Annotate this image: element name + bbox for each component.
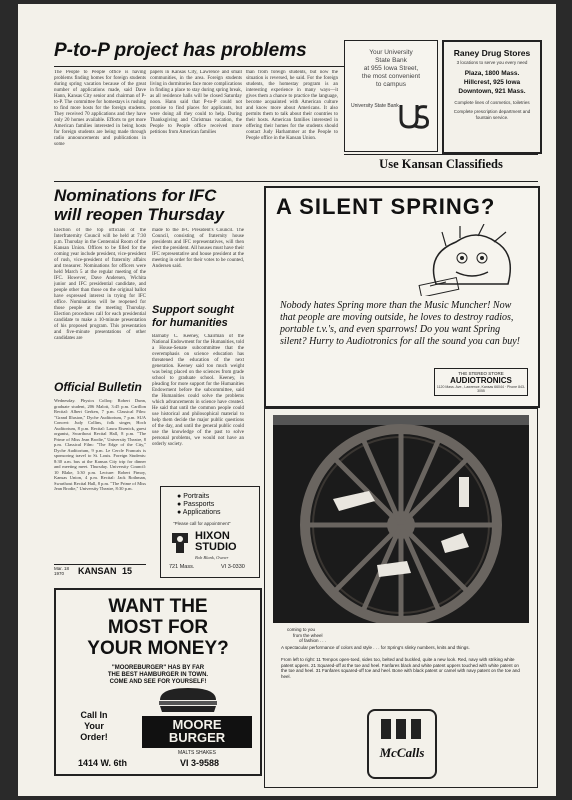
hixon-item-3: Applications: [182, 509, 221, 516]
moore-head-1: WANT THE: [108, 596, 208, 617]
classifieds-banner: Use Kansan Classifieds: [379, 157, 503, 171]
divider: [344, 154, 538, 155]
moore-logo: [142, 716, 252, 748]
folio-date-1: Mar. 18: [54, 566, 70, 571]
mccalls-line-3: of fashion . . .: [299, 638, 327, 643]
hixon-item-2: Passports: [183, 501, 215, 508]
ptop-column-3: than from foreign students, but now the situation is reversed, he said. For the foreign students, the homestay program is an interesting experience in many ways—it gives them a chance to practice the language, become acquainted with American culture and know more about Americans. It also permits them to talk about their countries to their hosts. American families interested in offering their homes for the students should contact Judy Harhammer at the People to People office in the Kansan Union.: [246, 70, 338, 141]
mccalls-ad: [264, 408, 538, 788]
mccalls-logo: [367, 709, 437, 779]
mccalls-text-2: From left to right: 11 Tempos open-toed, sides too, belted and buckled, quite a new look. Red, navy with striking white patent uppers. 21 Squared-off at the toe and heel. Fanfares black and white patent uppers touched with white patent on the toe and heel. 31 Fanfares squared-off toe and heel. Bone with black patent or camel with navy patent on the toe and heel.: [281, 657, 520, 679]
raney-note-1: Complete lines of cosmetics, toiletries: [454, 100, 530, 105]
moore-phone: VI 3-9588: [180, 758, 220, 768]
camera-icon: [169, 531, 191, 555]
humanities-headline: [152, 304, 252, 330]
hixon-note: "Please call for appointment": [173, 521, 231, 526]
moore-head-3: YOUR MONEY?: [87, 638, 229, 659]
divider: [54, 66, 348, 67]
hixon-item-1: Portraits: [183, 493, 210, 500]
silent-spring-ad: [264, 186, 540, 408]
moore-call-3: Order!: [80, 732, 108, 742]
folio-page: 15: [122, 566, 133, 576]
raney-note-2: Complete prescription department and fountain service.: [453, 109, 531, 120]
bank-line-3: at 955 Iowa Street,: [363, 65, 419, 72]
hixon-name-1: HIXON: [195, 530, 230, 542]
moore-address: 1414 W. 6th: [78, 758, 128, 768]
raney-subtitle: 3 locations to serve you every need: [456, 60, 528, 65]
audiotronics-line-1: THE STEREO STORE: [458, 371, 504, 376]
wheel-photo: [273, 415, 529, 623]
hixon-name-2: STUDIO: [195, 541, 237, 553]
moore-name-1: MOORE: [172, 717, 222, 732]
bank-ad: [344, 40, 438, 152]
raney-location-3: Downtown, 921 Mass.: [458, 88, 526, 95]
audiotronics-line-2: AUDIOTRONICS: [450, 376, 512, 385]
bank-line-4: the most convenient: [361, 73, 421, 80]
mccalls-line-1: coming to you: [287, 627, 316, 632]
bank-line-1: Your University: [369, 49, 413, 56]
humanities-text: Barnaby C. Keeney, Chairman of the National Endowment for the Humanities, told a House-Senate subcommittee that the overemphasis on science education has threatened the education of the next generation. Keeney said too much weight was being placed on the sciences from grade school to graduate school. Keeney, in pleading for more support for the Humanities Endowment before the subcommittee, said the Humanities could solve the problems which advancements in science have created. He said that until the common people could use historical and philosophical material to help them decide the major public questions of the day, and until the general public could use the knowledge of the past to solve personal problems, we would not have an orderly society.: [152, 334, 244, 447]
hixon-address: 721 Mass.: [169, 564, 195, 570]
bank-name: University State Bank: [351, 103, 399, 109]
ifc-column-1: Election of the top officials of the Interfraternity Council will be held at 7:30 p.m. Thursday in the Centennial Room of the Kansan Union. Offices to be filled for the coming year include president, vice-president of rush, vice-president of fraternity affairs and treasurer. Nominations for officers were held March 5 at the regular meeting of the IFC. However, Dave Andersen, Wichita junior and IFC presidential candidate, and people other than those on the original ballot have expressed interest in trying for IFC office. Nominations will be reopened for those people at the meeting Thursday. Election procedures call for each presidential candidate to make a 10-minute presentation of his proposed program. This presentation and five-minute presentations of other candidates are: [54, 228, 146, 341]
folio: [54, 566, 146, 580]
ifc-headline: [54, 186, 274, 224]
mccalls-name: McCalls: [379, 745, 425, 760]
bulletin-text: Wednesday. Physics Colloq: Robert Dunn, graduate student, 206 Malott, 3:45 p.m. Carillon Recital: Albert Gerken, 7 p.m. Classical Film: "Grand Illusion," Dyche Auditorium, 7 p.m. SUA Concert: Judy Collins, folk singer, Hoch Auditorium, 8 p.m. Recital: Laura Eisenick, guest organist, Swarthout Recital Hall, 8 p.m. "The Prime of Miss Jean Brodie," University Theatre, 8 p.m. Classical Film: "The Edge of the City," Dyche Auditorium, 9 p.m. Le Cercle Francais is sponsoring travel to St. Louis. Foreign Students: 8:30 a.m. bus at the Kansas City trip for dinner and meeting meet. Thursday. University Council: 10 Blake, 3:30 p.m. Lecture: Robert Fimoy, Kansas Union, 4 p.m. Recital: Jack Rothman, Swarthout Recital Hall, 8 p.m. "The Prime of Miss Jean Brodie," University Theatre, 8:30 p.m.: [54, 398, 146, 491]
ptop-headline: P-to-P project has problems: [54, 40, 307, 61]
raney-location-1: Plaza, 1800 Mass.: [464, 70, 520, 77]
audiotronics-line-3: 1120 Mass. Ave., Lawrence, Kansas 66044 · Phone 843-3055: [436, 385, 526, 393]
audiotronics-logo: [434, 368, 528, 396]
hixon-phone: VI 3-0330: [221, 564, 245, 570]
bank-monogram-icon: [397, 101, 431, 131]
newspaper-page: [18, 4, 556, 796]
wagon-wheel-icon: [273, 415, 529, 623]
ifc-headline-line-2: will reopen Thursday: [54, 205, 225, 224]
divider: [54, 181, 538, 182]
ifc-column-2: made to the IFC President's Council. The Council, consisting of fraternity house presidents and IFC representatives, will then elect the president. All houses must have their IFC representative and house president at the meeting in order for their votes to be counted, Andersen said.: [152, 228, 244, 269]
mccalls-text-1: A spectacular performance of colors and style . . . for Spring's slinky numbers, knits and things.: [281, 645, 470, 650]
silent-spring-script: Nobody hates Spring more than the Music Muncher! Now that people are moving outside, he loves to destroy radios, portable t.v.'s, and even sparrows! Do you want Spring silent? Hurry to Audiotronics for all the sound you can buy!: [280, 300, 520, 347]
silent-spring-title: A SILENT SPRING?: [276, 194, 496, 219]
moore-call-1: Call In: [80, 710, 108, 720]
raney-drug-ad: [442, 40, 542, 154]
humanities-headline-line-1: Support sought: [152, 304, 234, 316]
moore-call-2: Your: [84, 721, 104, 731]
raney-title: Raney Drug Stores: [453, 48, 531, 58]
hixon-studio-ad: ● Portraits ● Passports ● Applications "Please call for appointment" HIXON STUDIO Bob Blank, Owner 721 Mass. VI 3-0330: [160, 486, 260, 578]
ptop-column-1: The People to People office is having problems finding homes for foreign students during spring vacation because of the great number of applications made, said Dave Hann, Kansas City senior and chairman of P-to-P. The committee for homestays is rushing to find more hosts for the foreign students. They received 70 applications and they have only 20 homes available. Efforts to get more American families interested in being hosts for foreign students are being made through radio announcements and publications in some: [54, 70, 146, 147]
burger-icon: [156, 686, 220, 714]
bulletin-title: Official Bulletin: [54, 380, 142, 394]
shoe-logo-icon: [379, 717, 423, 741]
folio-paper: KANSAN: [78, 566, 117, 576]
humanities-headline-line-2: for humanities: [152, 317, 228, 329]
ifc-headline-line-1: Nominations for IFC: [54, 186, 217, 205]
moore-head-2: MOST FOR: [107, 617, 209, 638]
moore-tag-3: COME AND SEE FOR YOURSELF!: [109, 679, 207, 685]
mccalls-line-2: from the wheel: [293, 632, 323, 638]
moore-name-2: BURGER: [168, 730, 226, 745]
ptop-column-2: papers in Kansas City, Lawrence and small communities, in the area. Foreign students living in dormitories face more complications in finding a place to stay during spring break, as all residence halls will be closed Saturday noon. Hann said that P-to-P could not promise to find places for applicants, but were doing all they could to help. During Thanksgiving and Christmas vacation, the People to People office received more petitions from American families: [150, 70, 242, 135]
moore-malts: MALTS SHAKES: [178, 750, 216, 756]
folio-date-2: 1970: [54, 571, 65, 576]
raney-location-2: Hillcrest, 925 Iowa: [463, 79, 521, 86]
music-muncher-icon: [416, 224, 526, 296]
bank-line-5: to campus: [376, 81, 406, 88]
hixon-owner: Bob Blank, Owner: [195, 555, 229, 560]
moore-tag-1: "MOOREBURGER" HAS BY FAR: [111, 665, 205, 671]
moore-burger-ad: [54, 588, 262, 776]
divider: [54, 564, 146, 565]
bank-line-2: State Bank: [375, 57, 407, 64]
moore-tag-2: THE BEST HAMBURGER IN TOWN.: [107, 672, 209, 678]
